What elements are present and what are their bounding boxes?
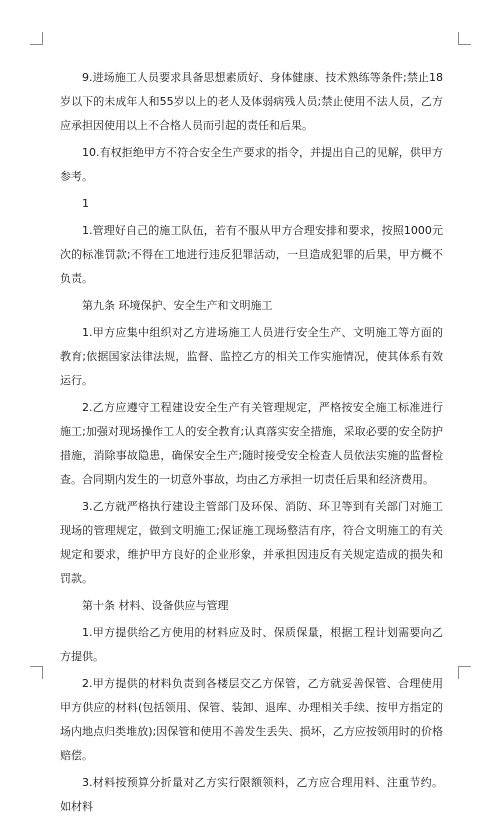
paragraph-article-9-item-2: 2.乙方应遵守工程建设安全生产有关管理规定，严格按安全施工标准进行施工;加强对现场操作工人的安全教育;认真落实安全措施，采取必要的安全防护措施，消除事故隐患，确保安全生产;随时接受安全检查人员依法实施的监督检查。合同期内发生的一切意外事故，均由乙方承担一切责任后果和经济费用。: [60, 401, 443, 486]
paragraph-number-1: 1: [82, 197, 89, 210]
paragraph-clause-10: 10.有权拒绝甲方不符合安全生产要求的指令，并提出自己的见解，供甲方参考。: [60, 146, 443, 183]
crop-mark-top-right: [458, 32, 471, 45]
paragraph-article-10-item-1: 1.甲方提供给乙方使用的材料应及时、保质保量，根据工程计划需要向乙方提供。: [60, 626, 443, 663]
paragraph-article-10-item-2: 2.甲方提供的材料负责到各楼层交乙方保管，乙方就妥善保管、合理使用甲方供应的材料(包括领用、保管、装卸、退库、办理相关手续、按甲方指定的场内地点归类堆放);因保管和使用不善发生丢失、损坏，乙方应按领用时的价格赔偿。: [60, 677, 443, 762]
crop-mark-top-left: [30, 32, 43, 45]
section-heading-article-10: 第十条 材料、设备供应与管理: [82, 599, 229, 612]
paragraph-article-9-item-1: 1.甲方应集中组织对乙方进场施工人员进行安全生产、文明施工等方面的教育;依据国家法律法规，监督、监控乙方的相关工作实施情况，使其体系有效运行。: [60, 326, 443, 387]
paragraph-article-10-item-3: 3.材料按预算分折量对乙方实行限额领料，乙方应合理用料、注重节约。如材料: [60, 776, 443, 813]
crop-mark-bottom-right: [458, 666, 471, 679]
paragraph-clause-9: 9.进场施工人员要求具备思想素质好、身体健康、技术熟练等条件;禁止18岁以下的未成年人和55岁以上的老人及体弱病残人员;禁止使用不法人员，乙方应承担因使用以上不合格人员而引起的责任和后果。: [60, 71, 443, 132]
document-body: [60, 66, 443, 822]
paragraph-team-management: 1.管理好自己的施工队伍，若有不服从甲方合理安排和要求，按照1000元次的标准罚款;不得在工地进行违反犯罪活动，一旦造成犯罪的后果，甲方概不负责。: [60, 224, 443, 285]
section-heading-article-9: 第九条 环境保护、安全生产和文明施工: [82, 299, 273, 312]
paragraph-article-9-item-3: 3.乙方就严格执行建设主管部门及环保、消防、环卫等到有关部门对施工现场的管理规定，做到文明施工;保证施工现场整洁有序，符合文明施工的有关规定和要求，维护甲方良好的企业形象，并承担因违反有关规定造成的损失和罚款。: [60, 500, 443, 585]
crop-mark-bottom-left: [30, 666, 43, 679]
